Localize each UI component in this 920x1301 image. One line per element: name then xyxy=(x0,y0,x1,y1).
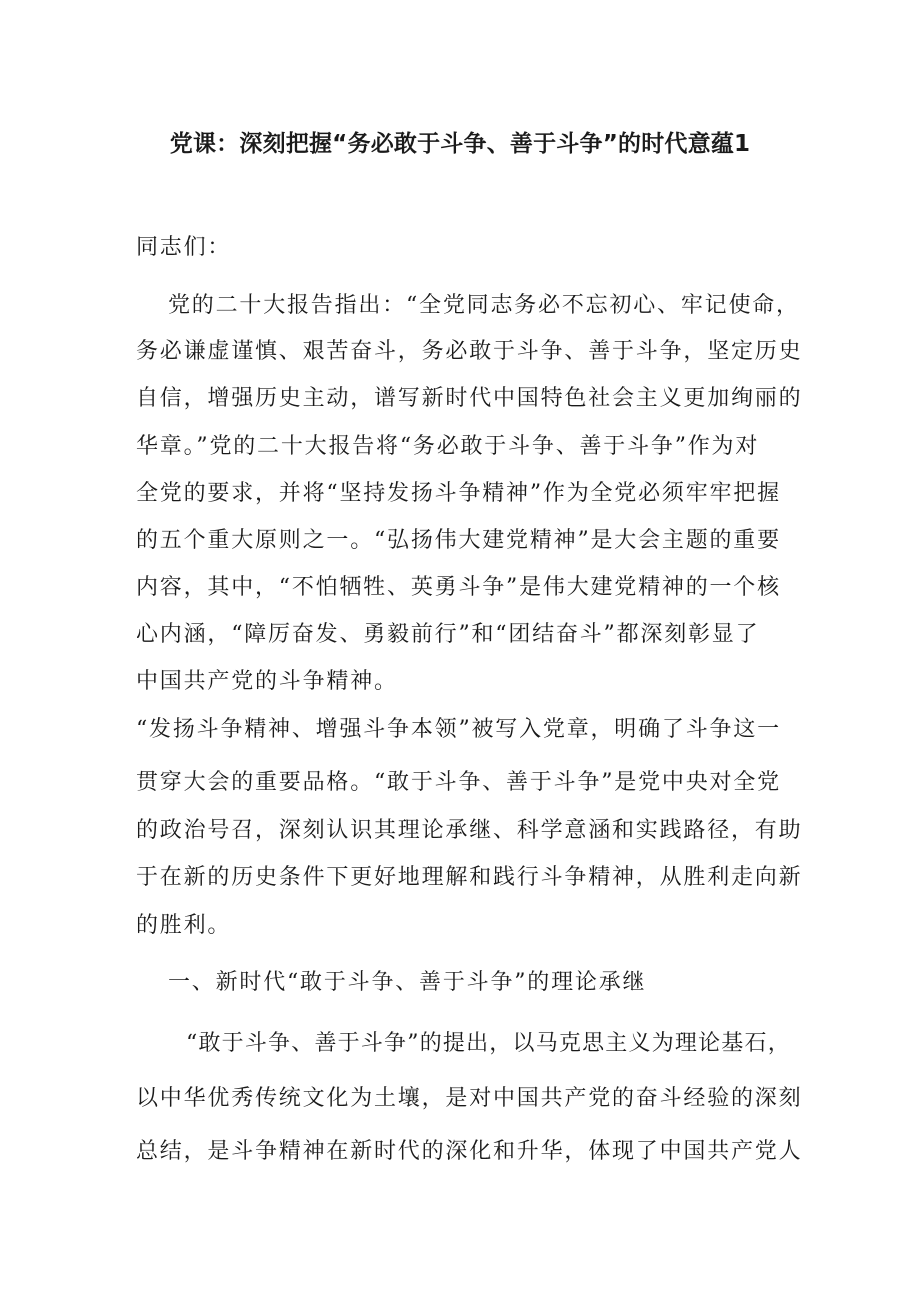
paragraph-line: 的胜利。 xyxy=(136,913,232,938)
paragraph-line: 总结，是斗争精神在新时代的深化和升华，体现了中国共产党人 xyxy=(136,1139,803,1164)
paragraph-line: 贯穿大会的重要品格。“敢于斗争、善于斗争”是党中央对全党 xyxy=(136,770,781,795)
paragraph-line: 中国共产党的斗争精神。 xyxy=(136,669,398,694)
paragraph-line: 全党的要求，并将“坚持发扬斗争精神”作为全党必须牢牢把握 xyxy=(136,481,781,506)
paragraph-line: 务必谦虚谨慎、艰苦奋斗，务必敢于斗争、善于斗争，坚定历史 xyxy=(136,339,803,364)
paragraph-line: 内容，其中，“不怕牺牲、英勇斗争”是伟大建党精神的一个核 xyxy=(136,575,781,600)
paragraph-line: 以中华优秀传统文化为土壤，是对中国共产党的奋斗经验的深刻 xyxy=(136,1086,803,1111)
salutation: 同志们： xyxy=(136,235,232,260)
section-heading: 一、新时代“敢于斗争、善于斗争”的理论承继 xyxy=(168,970,647,995)
paragraph-line: 的政治号召，深刻认识其理论承继、科学意涵和实践路径，有助 xyxy=(136,818,803,843)
document-title: 党课：深刻把握“务必敢于斗争、善于斗争”的时代意蕴1 xyxy=(169,131,751,157)
paragraph-line: “敢于斗争、善于斗争”的提出，以马克思主义为理论基石， xyxy=(186,1031,791,1056)
paragraph-line: 自信，增强历史主动，谱写新时代中国特色社会主义更加绚丽的 xyxy=(136,386,803,411)
paragraph-line: 心内涵，“障厉奋发、勇毅前行”和“团结奋斗”都深刻彰显了 xyxy=(136,622,760,647)
paragraph-line: 于在新的历史条件下更好地理解和践行斗争精神，从胜利走向新 xyxy=(136,865,803,890)
paragraph-line: 党的二十大报告指出：“全党同志务必不忘初心、牢记使命， xyxy=(168,293,800,318)
paragraph-line: 的五个重大原则之一。“弘扬伟大建党精神”是大会主题的重要 xyxy=(136,528,781,553)
paragraph-line: “发扬斗争精神、增强斗争本领”被写入党章，明确了斗争这一 xyxy=(136,717,781,742)
paragraph-line: 华章。”党的二十大报告将“务必敢于斗争、善于斗争”作为对 xyxy=(136,434,760,459)
